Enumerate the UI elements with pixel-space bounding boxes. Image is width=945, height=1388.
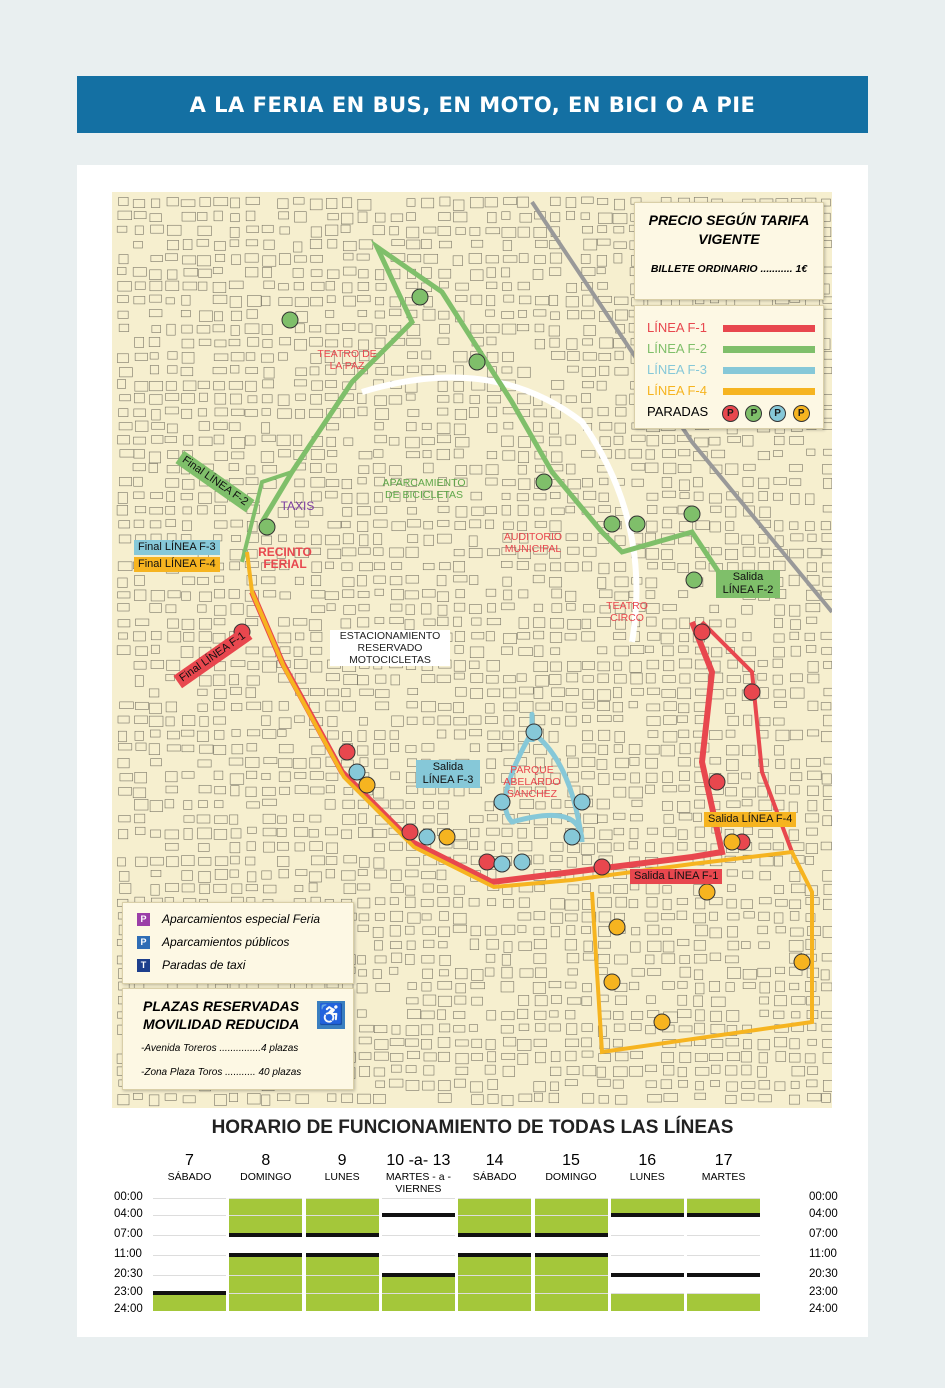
schedule-cell xyxy=(229,1255,302,1276)
tag-salida-f3: Salida LÍNEA F-3 xyxy=(416,760,480,788)
schedule-cell xyxy=(535,1255,608,1276)
time-label-right: 07:00 xyxy=(809,1228,838,1240)
time-label-right: 20:30 xyxy=(809,1268,838,1280)
paradas-row xyxy=(647,404,810,422)
schedule-boundary xyxy=(611,1273,684,1277)
stop-marker xyxy=(282,312,298,328)
feria-parking-icon: P xyxy=(137,913,150,926)
time-label-left: 04:00 xyxy=(114,1208,143,1220)
schedule-cell xyxy=(382,1275,455,1294)
schedule-boundary xyxy=(382,1213,455,1217)
legend-f2-label: LÍNEA F-2 xyxy=(647,341,707,356)
stop-marker xyxy=(604,974,620,990)
schedule-boundary xyxy=(687,1213,760,1217)
schedule-cell xyxy=(153,1293,226,1311)
stop-f2-icon: P xyxy=(745,405,762,422)
stop-marker xyxy=(514,854,530,870)
schedule xyxy=(77,1115,868,1337)
legend-public-parking xyxy=(137,934,289,950)
schedule-cell xyxy=(611,1293,684,1311)
label-teatro-circo: TEATRO CIRCO xyxy=(606,600,648,624)
schedule-cell xyxy=(306,1198,379,1216)
stop-marker xyxy=(686,572,702,588)
stop-marker xyxy=(684,506,700,522)
legend-taxi xyxy=(137,957,245,973)
schedule-boundary xyxy=(306,1233,379,1237)
schedule-boundary xyxy=(458,1253,531,1257)
label-taxis: TAXIS xyxy=(280,499,315,513)
day-name: LUNES xyxy=(629,1171,665,1183)
stop-marker xyxy=(479,854,495,870)
schedule-boundary xyxy=(458,1233,531,1237)
schedule-boundary xyxy=(229,1253,302,1257)
tag-salida-f1: Salida LÍNEA F-1 xyxy=(630,869,722,884)
schedule-cell xyxy=(611,1235,684,1256)
stop-marker xyxy=(699,884,715,900)
schedule-cell xyxy=(458,1198,531,1216)
day-name: MARTES - a - VIERNES xyxy=(385,1171,451,1195)
schedule-cell xyxy=(153,1215,226,1236)
schedule-cell xyxy=(535,1198,608,1216)
stop-marker xyxy=(709,774,725,790)
map-legend xyxy=(122,902,354,984)
schedule-cell xyxy=(458,1255,531,1276)
schedule-cell xyxy=(306,1255,379,1276)
day-number: 15 xyxy=(562,1152,580,1169)
stop-marker xyxy=(402,824,418,840)
schedule-cell xyxy=(382,1293,455,1311)
tag-final-f3: Final LÍNEA F-3 xyxy=(134,540,220,555)
label-estacionamiento: ESTACIONAMIENTO RESERVADO MOTOCICLETAS xyxy=(330,630,450,666)
stop-marker xyxy=(574,794,590,810)
schedule-cell xyxy=(687,1235,760,1256)
time-label-left: 20:30 xyxy=(114,1268,143,1280)
plazas-row-toreros: -Avenida Toreros ...............4 plazas xyxy=(141,1043,299,1054)
stop-marker xyxy=(629,516,645,532)
price-box xyxy=(634,202,824,300)
schedule-cell xyxy=(229,1198,302,1216)
schedule-cell xyxy=(611,1215,684,1236)
schedule-cell xyxy=(687,1215,760,1236)
page-banner: A LA FERIA EN BUS, EN MOTO, EN BICI O A PIE xyxy=(77,76,868,133)
schedule-cell xyxy=(153,1235,226,1256)
day-number: 16 xyxy=(638,1152,657,1169)
stop-f3-icon: P xyxy=(769,405,786,422)
stop-marker xyxy=(536,474,552,490)
time-label-left: 24:00 xyxy=(114,1303,143,1315)
legend-taxi-label: Paradas de taxi xyxy=(162,958,246,972)
time-label-left: 11:00 xyxy=(114,1248,142,1260)
schedule-cell xyxy=(687,1293,760,1311)
stop-marker xyxy=(744,684,760,700)
tag-final-f1: Final LÍNEA F-1 xyxy=(173,627,252,688)
paradas-label: PARADAS xyxy=(647,404,709,419)
legend-feria-parking xyxy=(137,911,320,927)
schedule-cell xyxy=(306,1293,379,1311)
schedule-boundary xyxy=(687,1273,760,1277)
schedule-boundary xyxy=(153,1291,226,1295)
legend-f1-bar xyxy=(723,325,815,332)
schedule-boundary xyxy=(382,1273,455,1277)
day-name: SÁBADO xyxy=(167,1171,212,1183)
schedule-cell xyxy=(382,1215,455,1236)
label-teatro-paz: TEATRO DE LA PAZ xyxy=(317,348,377,372)
time-label-left: 07:00 xyxy=(114,1228,143,1240)
tag-salida-f4: Salida LÍNEA F-4 xyxy=(704,812,796,827)
price-title: PRECIO SEGÚN TARIFA VIGENTE xyxy=(648,212,810,247)
reduced-mobility-box xyxy=(122,988,354,1090)
legend-f3-bar xyxy=(723,367,815,374)
schedule-cell xyxy=(153,1255,226,1276)
label-recinto-ferial: RECINTO FERIAL xyxy=(258,545,312,571)
legend-public-parking-label: Aparcamientos públicos xyxy=(162,935,290,949)
label-parque: PARQUE ABELARDO SANCHEZ xyxy=(503,764,561,800)
city-map[interactable] xyxy=(112,192,832,1108)
day-number: 17 xyxy=(714,1152,733,1169)
stop-marker xyxy=(604,516,620,532)
schedule-cell xyxy=(535,1275,608,1294)
tag-salida-f2: Salida LÍNEA F-2 xyxy=(716,570,780,598)
stop-marker xyxy=(526,724,542,740)
day-name: SÁBADO xyxy=(472,1171,517,1183)
legend-f2-bar xyxy=(723,346,815,353)
stop-marker xyxy=(419,829,435,845)
schedule-cell xyxy=(611,1275,684,1294)
schedule-boundary xyxy=(535,1233,608,1237)
day-number: 14 xyxy=(485,1152,504,1169)
schedule-boundary xyxy=(306,1253,379,1257)
stop-f1-icon: P xyxy=(722,405,739,422)
day-name: DOMINGO xyxy=(240,1171,292,1183)
time-label-right: 04:00 xyxy=(809,1208,838,1220)
time-label-right: 11:00 xyxy=(809,1248,837,1260)
stop-marker xyxy=(439,829,455,845)
stop-marker xyxy=(339,744,355,760)
stop-marker xyxy=(412,289,428,305)
schedule-cell xyxy=(382,1235,455,1256)
day-number: 10 -a- 13 xyxy=(386,1152,451,1169)
schedule-cell xyxy=(535,1293,608,1311)
stop-marker xyxy=(694,624,710,640)
day-number: 9 xyxy=(337,1152,347,1169)
day-number: 8 xyxy=(261,1152,271,1169)
wheelchair-icon: ♿ xyxy=(317,1001,345,1029)
day-name: MARTES xyxy=(701,1171,746,1183)
content-panel xyxy=(77,165,868,1337)
time-label-right: 23:00 xyxy=(809,1286,838,1298)
plazas-row-toros: -Zona Plaza Toros ........... 40 plazas xyxy=(141,1067,302,1078)
day-name: LUNES xyxy=(324,1171,360,1183)
stop-marker xyxy=(654,1014,670,1030)
stop-marker xyxy=(349,764,365,780)
stop-marker xyxy=(494,856,510,872)
legend-f1-label: LÍNEA F-1 xyxy=(647,320,707,335)
lines-legend xyxy=(634,305,824,429)
schedule-cell xyxy=(458,1275,531,1294)
schedule-boundary xyxy=(611,1213,684,1217)
tag-final-f2: Final LÍNEA F-2 xyxy=(175,451,254,512)
schedule-cell xyxy=(687,1275,760,1294)
stop-marker xyxy=(469,354,485,370)
schedule-boundary xyxy=(229,1233,302,1237)
schedule-cell xyxy=(229,1293,302,1311)
schedule-cell xyxy=(458,1293,531,1311)
schedule-title: HORARIO DE FUNCIONAMIENTO DE TODAS LAS LÍNEAS xyxy=(211,1117,734,1138)
stop-marker xyxy=(259,519,275,535)
stop-marker xyxy=(724,834,740,850)
stop-marker xyxy=(794,954,810,970)
time-label-right: 00:00 xyxy=(809,1191,838,1203)
legend-f3-label: LÍNEA F-3 xyxy=(647,362,707,377)
stop-marker xyxy=(564,829,580,845)
label-aparcamiento-bicicletas: APARCAMIENTO DE BICICLETAS xyxy=(382,477,466,501)
day-name: DOMINGO xyxy=(545,1171,597,1183)
legend-f4-bar xyxy=(723,388,815,395)
stop-f4-icon: P xyxy=(793,405,810,422)
legend-feria-parking-label: Aparcamientos especial Feria xyxy=(162,912,321,926)
taxi-stop-icon: T xyxy=(137,959,150,972)
public-parking-icon: P xyxy=(137,936,150,949)
time-label-left: 00:00 xyxy=(114,1191,143,1203)
plazas-title: PLAZAS RESERVADAS MOVILIDAD REDUCIDA xyxy=(143,998,300,1032)
day-number: 7 xyxy=(185,1152,194,1169)
tag-final-f4: Final LÍNEA F-4 xyxy=(134,557,220,572)
schedule-cell xyxy=(153,1198,226,1216)
price-ticket: BILLETE ORDINARIO ........... 1€ xyxy=(650,263,808,275)
legend-f4-label: LÍNEA F-4 xyxy=(647,383,707,398)
schedule-boundary xyxy=(535,1253,608,1257)
stop-marker xyxy=(594,859,610,875)
time-label-left: 23:00 xyxy=(114,1286,143,1298)
time-label-right: 24:00 xyxy=(809,1303,838,1315)
label-auditorio: AUDITORIO MUNICIPAL xyxy=(503,531,563,555)
stop-marker xyxy=(609,919,625,935)
stop-marker xyxy=(359,777,375,793)
schedule-cell xyxy=(306,1275,379,1294)
schedule-cell xyxy=(229,1275,302,1294)
